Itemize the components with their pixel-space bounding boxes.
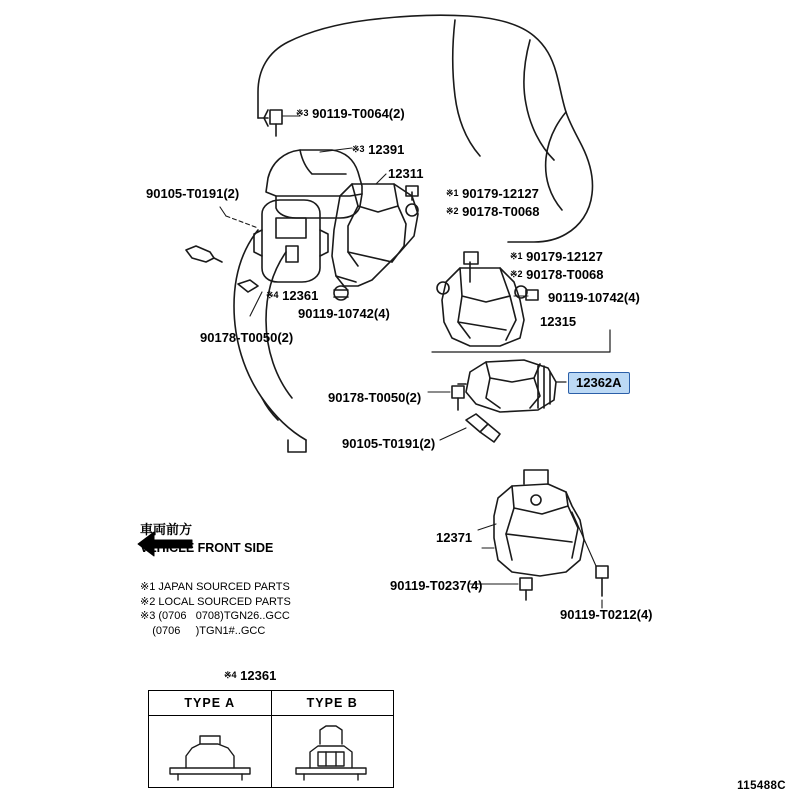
label-90119-T0237: 90119-T0237(4) (390, 578, 483, 593)
label-12391 (352, 142, 404, 157)
label-text: 12361 (282, 288, 319, 303)
label-ref-1: ※1 (446, 188, 459, 198)
vehicle-front-side-en: VEHICLE FRONT SIDE (140, 541, 274, 555)
label-90178-T0050-left: 90178-T0050(2) (200, 330, 294, 345)
note-2: ※2 LOCAL SOURCED PARTS (140, 595, 291, 608)
label-90119-10742-left: 90119-10742(4) (298, 306, 390, 321)
label-text: 90179-12127 (462, 186, 539, 201)
label-90179-12127-lower (510, 249, 603, 264)
label-90119-10742-right: 90119-10742(4) (548, 290, 640, 305)
highlighted-part-12362A[interactable]: 12362A (568, 372, 630, 394)
label-90105-T0191-bottom: 90105-T0191(2) (342, 436, 436, 451)
type-table-body (149, 716, 393, 788)
label-90178-T0068-upper (446, 204, 540, 219)
type-table-part-number: 12361 (240, 668, 277, 683)
label-text: 12391 (368, 142, 405, 157)
vehicle-front-side-block (140, 522, 273, 556)
label-12371: 12371 (436, 530, 473, 545)
type-table-ref: ※4 (224, 670, 237, 680)
type-table (148, 690, 394, 788)
note-4: (0706 )TGN1#..GCC (140, 624, 266, 637)
label-text: 90178-T0068 (526, 267, 604, 282)
note-3: ※3 (0706 0708)TGN26..GCC (140, 610, 290, 622)
source-notes (140, 580, 291, 638)
label-text: 90119-T0064(2) (312, 106, 405, 121)
type-table-title (224, 668, 276, 683)
label-ref-4: ※4 (266, 290, 279, 300)
note-1: ※1 JAPAN SOURCED PARTS (140, 581, 290, 593)
vehicle-front-side-jp: 車両前方 (140, 522, 193, 537)
label-90119-T0064 (296, 106, 405, 121)
label-ref-2: ※2 (510, 269, 523, 279)
type-table-col-a: TYPE A (149, 691, 272, 715)
label-90119-T0212: 90119-T0212(4) (560, 607, 653, 622)
label-90178-T0050-right: 90178-T0050(2) (328, 390, 422, 405)
label-ref-2: ※2 (446, 206, 459, 216)
label-90179-12127-upper (446, 186, 539, 201)
label-text: 90178-T0068 (462, 204, 540, 219)
type-b-illustration (272, 716, 394, 788)
type-table-header (149, 691, 393, 716)
label-12361 (266, 288, 318, 303)
label-12315: 12315 (540, 314, 577, 329)
label-text: 90179-12127 (526, 249, 603, 264)
type-a-illustration (149, 716, 272, 788)
type-table-col-b: TYPE B (306, 696, 358, 710)
label-ref-3: ※3 (352, 144, 365, 154)
label-12311: 12311 (388, 166, 424, 181)
label-90178-T0068-lower (510, 267, 604, 282)
label-ref-1: ※1 (510, 251, 523, 261)
label-90105-T0191-left: 90105-T0191(2) (146, 186, 240, 201)
diagram-code-id: 115488C (737, 780, 786, 792)
label-ref-3: ※3 (296, 108, 309, 118)
